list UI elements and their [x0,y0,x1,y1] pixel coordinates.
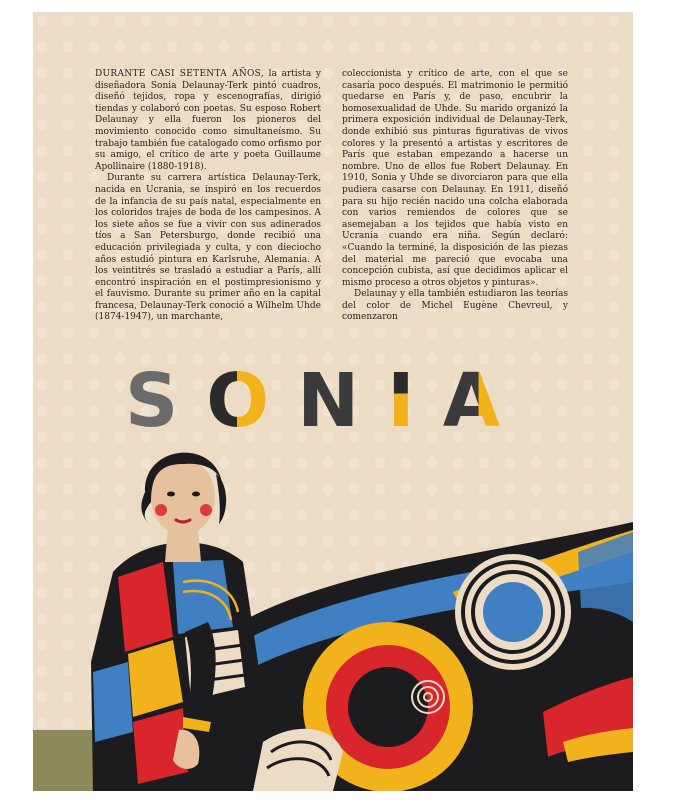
text-column-left [95,69,321,324]
title-letter-i: I [387,358,417,444]
title-letter-a: A [442,358,502,444]
paragraph-2: Durante su carrera artística Delaunay-Terk, nacida en Ucrania, se inspiró en los recuerdos de la infancia de su país natal, especialmente en los coloridos trajes de boda de los campesinos. A los siete años se fue a vivir con sus adinerados tíos a San Petersburgo, donde recibió una educación privilegiada y culta, y con dieciocho años estudió pintura en Karlsruhe, Alemania. A los veintitrés se trasladó a estudiar a París, allí encontró inspiración en el postimpresionismo y el fauvismo. Durante su primer año en la capital francesa, Delaunay-Terk conoció a Wilhelm Uhde (1874-1947), un marchante, [95,173,321,323]
text-column-right [342,69,568,324]
sonia-figure [91,453,258,791]
paragraph-1-text: la artista y diseñadora Sonia Delaunay-Terk pintó cuadros, diseñó tejidos, ropa y escenografías, dirigió tiendas y colaboró con poetas. Su esposo Robert Delaunay y ella fueron los pioneros del movimiento conocido como simultaneísmo. Su trabajo también fue catalogado como orfismo por su amigo, el crítico de arte y poeta Guillaume Apollinaire (1880-1918). [95,69,321,172]
portrait-illustration [33,412,633,791]
lead-in: DURANTE CASI SETENTA AÑOS, [95,69,264,79]
title-letter-s: S [125,358,181,444]
paragraph-1 [95,69,321,173]
paragraph-4: Delaunay y ella también estudiaron las teorías del color de Michel Eugène Chevreul, y comenzaron [342,289,568,323]
book-page [33,12,633,791]
paragraph-3: coleccionista y crítico de arte, con el que se casaría poco después. El matrimonio le permitió quedarse en París y, de paso, encubrir la homosexualidad de Uhde. Su marido organizó la primera exposición individual de Delaunay-Terk, donde exhibió sus pinturas figurativas de vivos colores y la presentó a artistas y escritores de París que estaban empezando a hacerse un nombre. Uno de ellos fue Robert Delaunay. En 1910, Sonia y Uhde se divorciaron para que ella pudiera casarse con Delaunay. En 1911, diseñó para su hijo recién nacido una colcha elaborada con varios remiendos de colores que se asemejaban a los tejidos que había visto en Ucrania cuando era niña. Según declaró: «Cuando la terminé, la disposición de las piezas del material me pareció que evocaba una concepción cubista, así que decidimos aplicar el mismo proceso a otros objetos y pinturas». [342,69,568,288]
title-letter-o: O [206,358,272,444]
title-letter-n: N [297,358,362,444]
